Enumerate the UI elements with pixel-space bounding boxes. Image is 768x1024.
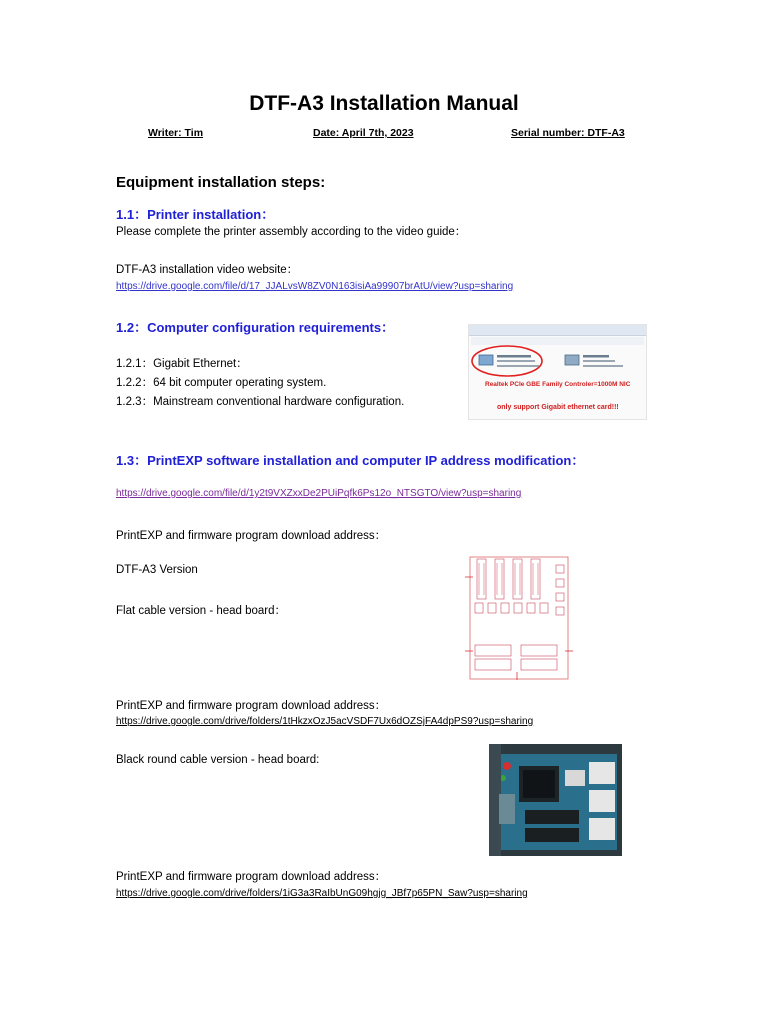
network-adapter-screenshot [468,324,647,420]
serial-number-label: Serial number: DTF-A3 [511,127,625,139]
section-1-1-heading: 1.1：Printer installation： [116,207,275,222]
download-address-label: PrintEXP and firmware program download address： [116,530,387,542]
video-link[interactable]: https://drive.google.com/file/d/17_JJALvsW8ZV0N163isiAa99907brAtU/view?usp=sharing [116,281,514,292]
flat-cable-firmware-link[interactable]: https://drive.google.com/drive/folders/1tHkzxOzJ5acVSDF7Ux6dOZSjFA4dpPS9?usp=sharing [116,716,534,727]
download-address-label: PrintEXP and firmware program download address： [116,700,387,712]
version-label: DTF-A3 Version [116,564,198,576]
section-1-2-heading: 1.2：Computer configuration requirements： [116,320,395,335]
round-cable-firmware-link[interactable]: https://drive.google.com/drive/folders/1iG3a3RaIbUnG09hgjg_JBf7p65PN_Saw?usp=sharing [116,888,528,899]
requirement-item: 1.2.2：64 bit computer operating system. [116,377,327,389]
download-address-label: PrintEXP and firmware program download address： [116,871,387,883]
requirement-item: 1.2.1：Gigabit Ethernet： [116,358,248,370]
gigabit-warning: only support Gigabit ethernet card!!! [497,404,619,411]
document-title: DTF-A3 Installation Manual [249,92,519,115]
printexp-link[interactable]: https://drive.google.com/file/d/1y2t9VXZxxDe2PUiPqfk6Ps12o_NTSGTO/view?usp=sharing [116,488,522,499]
round-cable-label: Black round cable version - head board: [116,754,320,766]
section-1-3-heading: 1.3：PrintEXP software installation and computer IP address modification： [116,453,585,468]
nic-label: Realtek PCIe GBE Family Controler=1000M NIC [485,381,631,388]
video-website-label: DTF-A3 installation video website： [116,264,299,276]
flat-cable-label: Flat cable version - head board： [116,605,287,617]
requirement-item: 1.2.3：Mainstream conventional hardware configuration. [116,396,405,408]
flat-cable-head-board-image [463,555,576,682]
date-label: Date: April 7th, 2023 [313,127,414,139]
section-1-1-text: Please complete the printer assembly according to the video guide： [116,226,467,238]
section-heading: Equipment installation steps: [116,174,326,191]
round-cable-head-board-photo [489,744,622,856]
screenshot-toolbar [469,325,646,336]
screenshot-address-bar [471,337,644,345]
writer-label: Writer: Tim [148,127,204,139]
